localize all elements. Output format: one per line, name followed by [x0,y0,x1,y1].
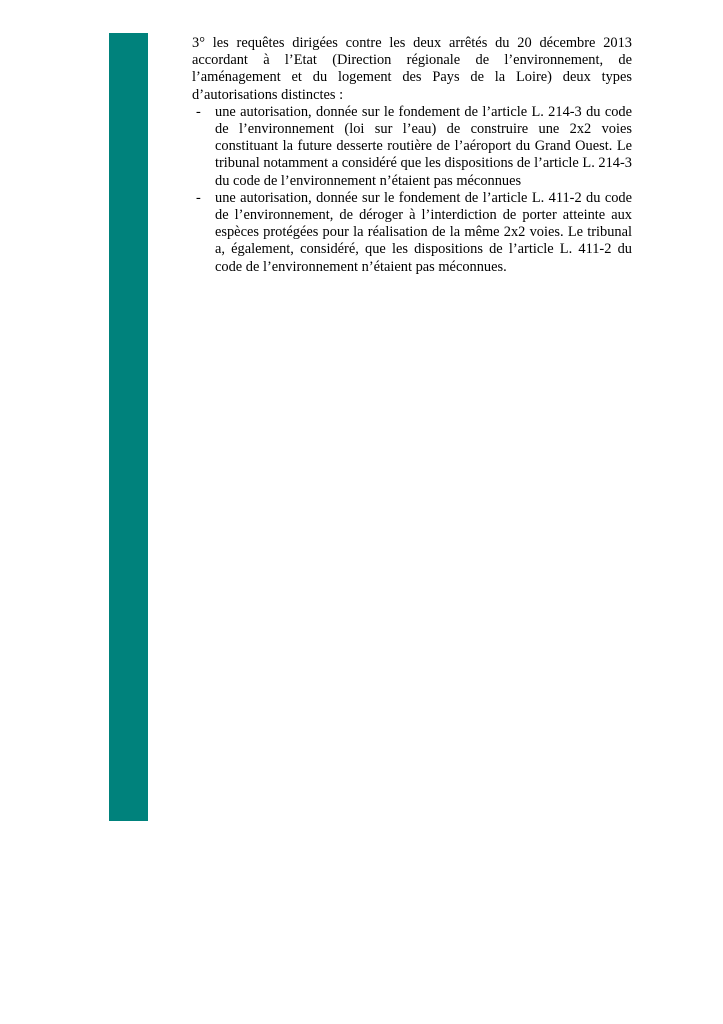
list-item-text: une autorisation, donnée sur le fondement de l’article L. 411-2 du code de l’environnement, de déroger à l’interdiction de porter atteinte aux espèces protégées pour la réalisation de la même 2x2 voies. Le tribunal a, également, considéré, que les dispositions de l’article L. 411-2 du code de l’environnement n’étaient pas méconnues. [215,189,632,275]
dash-bullet: - [196,103,201,120]
list-item [192,104,632,190]
document-body [192,35,632,276]
dash-bullet: - [196,189,201,206]
decorative-side-bar [109,33,148,821]
intro-paragraph: 3° les requêtes dirigées contre les deux arrêtés du 20 décembre 2013 accordant à l’Etat (Direction régionale de l’environnement, de l’aménagement et du logement des Pays de la Loire) deux types d’autorisations distinctes : [192,35,632,103]
list-item-text: une autorisation, donnée sur le fondement de l’article L. 214-3 du code de l’environnement (loi sur l’eau) de construire une 2x2 voies constituant la future desserte routière de l’aéroport du Grand Ouest. Le tribunal notamment a considéré que les dispositions de l’article L. 214-3 du code de l’environnement n’étaient pas méconnues [215,103,632,189]
authorisation-list [192,104,632,276]
list-item [192,190,632,276]
